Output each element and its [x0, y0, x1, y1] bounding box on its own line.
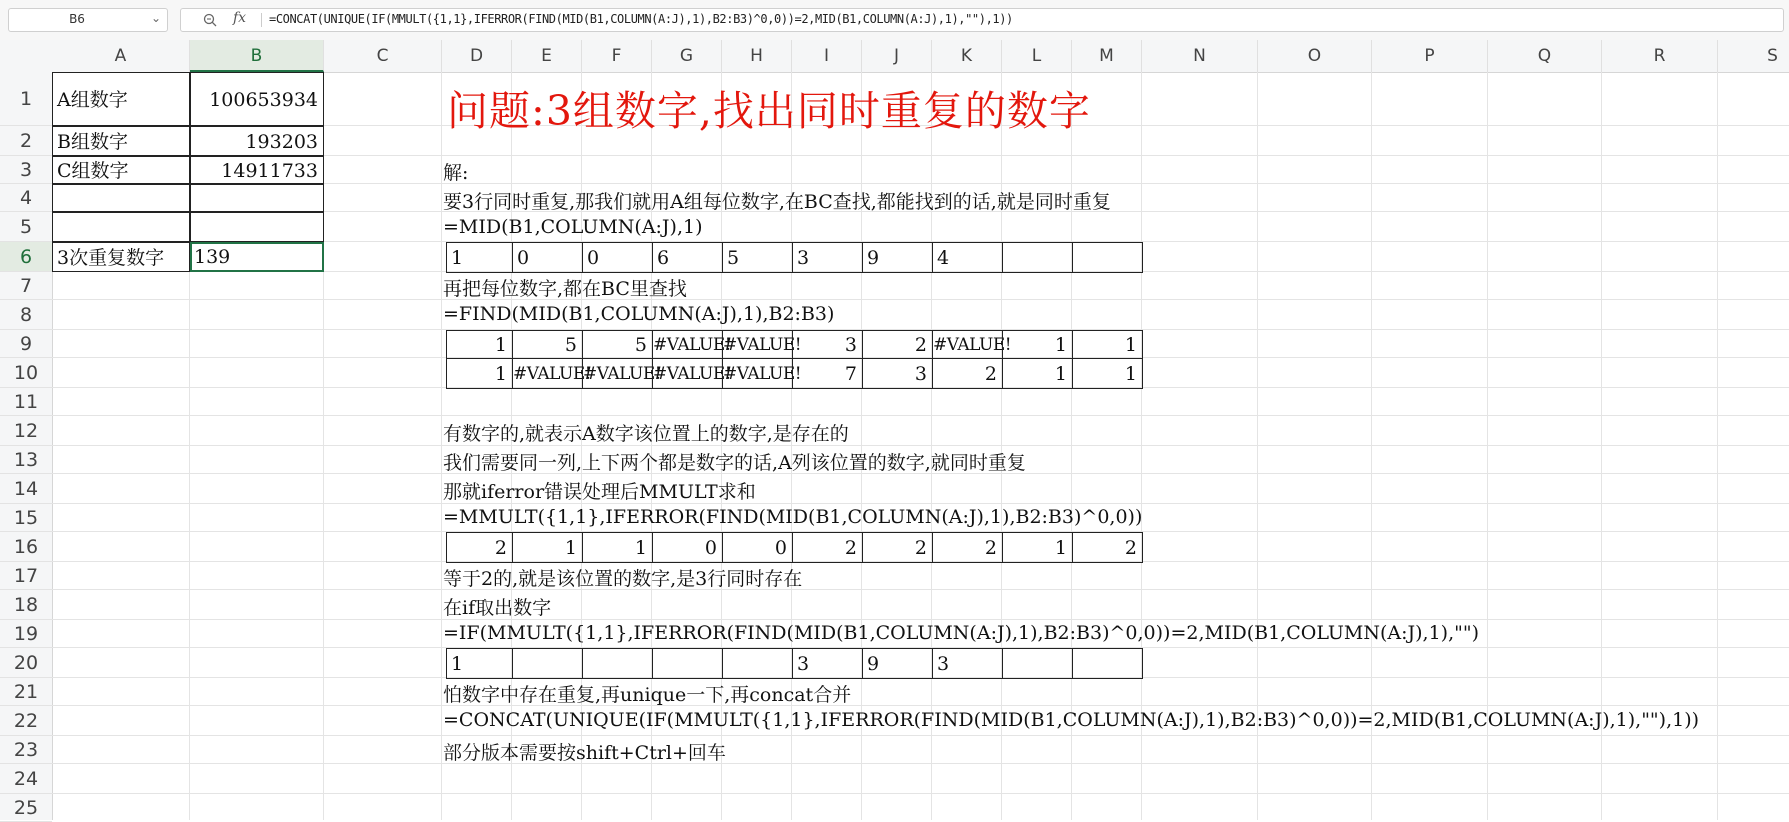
- chevron-down-icon[interactable]: ⌄: [150, 11, 161, 25]
- cell-b4[interactable]: [190, 184, 324, 212]
- find-result-b-cell[interactable]: 3: [792, 330, 863, 359]
- mid-result-cell[interactable]: [1072, 242, 1143, 273]
- row-header-16[interactable]: 16: [0, 532, 52, 562]
- note-if-formula: =IF(MMULT({1,1},IFERROR(FIND(MID(B1,COLUMN(A:J),1),B2:B3)^0,0))=2,MID(B1,COLUMN(A:J),1),""): [443, 622, 1480, 644]
- row-header-24[interactable]: 24: [0, 764, 52, 794]
- cell-a6[interactable]: 3次重复数字: [52, 242, 190, 272]
- if-result-cell[interactable]: [722, 648, 793, 679]
- cell-a3[interactable]: C组数字: [52, 156, 190, 184]
- row-header-7[interactable]: 7: [0, 272, 52, 300]
- cell-b5[interactable]: [190, 212, 324, 242]
- find-result-c-cell[interactable]: #VALUE!: [652, 358, 723, 389]
- grid-vline: [1071, 72, 1072, 820]
- column-header-g[interactable]: G: [652, 40, 722, 72]
- if-result-cell[interactable]: 3: [932, 648, 1003, 679]
- if-result-cell[interactable]: [1002, 648, 1073, 679]
- row-header-22[interactable]: 22: [0, 706, 52, 736]
- grid-vline: [1371, 72, 1372, 820]
- column-header-a[interactable]: A: [52, 40, 190, 72]
- formula-divider: [261, 13, 262, 27]
- cell-a1[interactable]: A组数字: [52, 72, 190, 126]
- find-result-b-cell[interactable]: 1: [1072, 330, 1143, 359]
- grid-hline: [52, 705, 1789, 706]
- grid-vline: [581, 72, 582, 820]
- row-header-12[interactable]: 12: [0, 416, 52, 446]
- note-step6: 等于2的,就是该位置的数字,是3行同时存在: [443, 568, 803, 590]
- if-result-cell[interactable]: 3: [792, 648, 863, 679]
- grid-hline: [52, 445, 1789, 446]
- grid-vline: [721, 72, 722, 820]
- column-header-n[interactable]: N: [1142, 40, 1258, 72]
- mmult-result-cell[interactable]: 2: [862, 532, 933, 563]
- column-header-h[interactable]: H: [722, 40, 792, 72]
- find-result-b-cell[interactable]: 1: [1002, 330, 1073, 359]
- grid-hline: [52, 619, 1789, 620]
- grid-vline: [511, 72, 512, 820]
- cell-a2[interactable]: B组数字: [52, 126, 190, 156]
- row-header-13[interactable]: 13: [0, 446, 52, 474]
- mid-result-cell[interactable]: 1: [446, 242, 513, 273]
- row-header-21[interactable]: 21: [0, 678, 52, 706]
- grid-hline: [52, 503, 1789, 504]
- grid-hline: [52, 415, 1789, 416]
- column-header-p[interactable]: P: [1372, 40, 1488, 72]
- row-header-17[interactable]: 17: [0, 562, 52, 590]
- find-result-c-cell[interactable]: 2: [932, 358, 1003, 389]
- grid-vline: [1601, 72, 1602, 820]
- column-header-e[interactable]: E: [512, 40, 582, 72]
- row-header-11[interactable]: 11: [0, 388, 52, 416]
- note-step7: 在if取出数字: [443, 597, 552, 619]
- if-result-cell[interactable]: [582, 648, 653, 679]
- mmult-result-cell[interactable]: 1: [582, 532, 653, 563]
- row-header-2[interactable]: 2: [0, 126, 52, 156]
- find-result-b-cell[interactable]: 5: [582, 330, 653, 359]
- note-step1: 要3行同时重复,那我们就用A组每位数字,在BC查找,都能找到的话,就是同时重复: [443, 191, 1111, 213]
- column-header-o[interactable]: O: [1258, 40, 1372, 72]
- note-step9: 部分版本需要按shift+Ctrl+回车: [443, 742, 726, 764]
- if-result-cell[interactable]: [652, 648, 723, 679]
- row-header-23[interactable]: 23: [0, 736, 52, 764]
- row-header-14[interactable]: 14: [0, 474, 52, 504]
- find-result-b-cell[interactable]: 5: [512, 330, 583, 359]
- cell-b3[interactable]: 14911733: [190, 156, 324, 184]
- grid-hline: [52, 793, 1789, 794]
- mmult-result-cell[interactable]: 2: [446, 532, 513, 563]
- column-header-m[interactable]: M: [1072, 40, 1142, 72]
- grid-hline: [52, 299, 1789, 300]
- formula-text[interactable]: =CONCAT(UNIQUE(IF(MMULT({1,1},IFERROR(FIND(MID(B1,COLUMN(A:J),1),B2:B3)^0,0))=2,MID(B1,COLUMN(A:J),1),""),1)): [269, 12, 1013, 26]
- mmult-result-cell[interactable]: 2: [932, 532, 1003, 563]
- note-step5: 那就iferror错误处理后MMULT求和: [443, 481, 756, 503]
- note-step3: 有数字的,就表示A数字该位置上的数字,是存在的: [443, 423, 849, 445]
- grid-vline: [791, 72, 792, 820]
- formula-input[interactable]: [180, 8, 1784, 32]
- row-header-15[interactable]: 15: [0, 504, 52, 532]
- note-step4: 我们需要同一列,上下两个都是数字的话,A列该位置的数字,就同时重复: [443, 452, 1026, 474]
- mid-result-cell[interactable]: [1002, 242, 1073, 273]
- mmult-result-cell[interactable]: 0: [722, 532, 793, 563]
- selected-cell-outline: [190, 242, 324, 272]
- note-find-formula: =FIND(MID(B1,COLUMN(A:J),1),B2:B3): [443, 303, 835, 325]
- row-header-8[interactable]: 8: [0, 300, 52, 330]
- row-header-4[interactable]: 4: [0, 184, 52, 212]
- mid-result-cell[interactable]: 0: [512, 242, 583, 273]
- column-header-f[interactable]: F: [582, 40, 652, 72]
- note-step8: 怕数字中存在重复,再unique一下,再concat合并: [443, 684, 852, 706]
- find-result-c-cell[interactable]: 1: [1072, 358, 1143, 389]
- find-result-b-cell[interactable]: #VALUE!: [722, 330, 793, 359]
- row-header-5[interactable]: 5: [0, 212, 52, 242]
- row-header-9[interactable]: 9: [0, 330, 52, 358]
- grid-vline: [1001, 72, 1002, 820]
- grid-vline: [1717, 72, 1718, 820]
- function-icon[interactable]: fx: [233, 10, 247, 26]
- find-result-c-cell[interactable]: 7: [792, 358, 863, 389]
- column-header-r[interactable]: R: [1602, 40, 1718, 72]
- if-result-cell[interactable]: 1: [446, 648, 513, 679]
- find-result-b-cell[interactable]: #VALUE!: [652, 330, 723, 359]
- mmult-result-cell[interactable]: 2: [792, 532, 863, 563]
- if-result-cell[interactable]: 9: [862, 648, 933, 679]
- column-header-q[interactable]: Q: [1488, 40, 1602, 72]
- note-mmult-formula: =MMULT({1,1},IFERROR(FIND(MID(B1,COLUMN(A:J),1),B2:B3)^0,0)): [443, 506, 1143, 528]
- find-result-c-cell[interactable]: #VALUE!: [722, 358, 793, 389]
- sheet-title: 问题:3组数字,找出同时重复的数字: [447, 87, 1091, 135]
- name-box[interactable]: [8, 8, 168, 32]
- note-mid-formula: =MID(B1,COLUMN(A:J),1): [443, 216, 703, 238]
- row-header-20[interactable]: 20: [0, 648, 52, 678]
- mmult-result-cell[interactable]: 1: [512, 532, 583, 563]
- row-header-25[interactable]: 25: [0, 794, 52, 822]
- row-header-10[interactable]: 10: [0, 358, 52, 388]
- column-header-i[interactable]: I: [792, 40, 862, 72]
- grid-vline: [1487, 72, 1488, 820]
- column-header-j[interactable]: J: [862, 40, 932, 72]
- column-header-d[interactable]: D: [442, 40, 512, 72]
- mid-result-cell[interactable]: 4: [932, 242, 1003, 273]
- column-header-b[interactable]: B: [190, 40, 324, 72]
- note-step2: 再把每位数字,都在BC里查找: [443, 278, 687, 300]
- grid-vline: [441, 72, 442, 820]
- column-header-s[interactable]: S: [1718, 40, 1789, 72]
- row-header-6[interactable]: 6: [0, 242, 52, 272]
- mmult-result-cell[interactable]: 2: [1072, 532, 1143, 563]
- grid-hline: [52, 589, 1789, 590]
- name-box-value: B6: [69, 12, 85, 26]
- column-header-bar: [0, 40, 1789, 73]
- cell-a4[interactable]: [52, 184, 190, 212]
- find-result-b-cell[interactable]: 1: [446, 330, 513, 359]
- find-result-b-cell[interactable]: 2: [862, 330, 933, 359]
- grid-vline: [1141, 72, 1142, 820]
- grid-vline: [861, 72, 862, 820]
- column-header-k[interactable]: K: [932, 40, 1002, 72]
- find-result-b-cell[interactable]: #VALUE!: [932, 330, 1003, 359]
- mmult-result-cell[interactable]: 1: [1002, 532, 1073, 563]
- mid-result-cell[interactable]: 0: [582, 242, 653, 273]
- column-header-c[interactable]: C: [324, 40, 442, 72]
- if-result-cell[interactable]: [1072, 648, 1143, 679]
- grid-vline: [931, 72, 932, 820]
- find-result-c-cell[interactable]: 3: [862, 358, 933, 389]
- grid-vline: [1257, 72, 1258, 820]
- grid-hline: [52, 735, 1789, 736]
- mid-result-cell[interactable]: 3: [792, 242, 863, 273]
- find-result-c-cell[interactable]: 1: [446, 358, 513, 389]
- row-header-3[interactable]: 3: [0, 156, 52, 184]
- cell-a5[interactable]: [52, 212, 190, 242]
- find-result-c-cell[interactable]: 1: [1002, 358, 1073, 389]
- note-solution: 解:: [443, 162, 469, 184]
- column-header-l[interactable]: L: [1002, 40, 1072, 72]
- grid-vline: [651, 72, 652, 820]
- row-header-1[interactable]: 1: [0, 72, 52, 126]
- if-result-cell[interactable]: [512, 648, 583, 679]
- mid-result-cell[interactable]: 6: [652, 242, 723, 273]
- mid-result-cell[interactable]: 9: [862, 242, 933, 273]
- cell-b1[interactable]: 100653934: [190, 72, 324, 126]
- grid-hline: [52, 763, 1789, 764]
- find-result-c-cell[interactable]: #VALUE!: [512, 358, 583, 389]
- formula-bar: [0, 0, 1789, 41]
- note-concat-formula: =CONCAT(UNIQUE(IF(MMULT({1,1},IFERROR(FIND(MID(B1,COLUMN(A:J),1),B2:B3)^0,0))=2,MID(B1,COLUMN(A:J),1),""),1)): [443, 709, 1700, 731]
- row-header-bar: [0, 72, 53, 820]
- mid-result-cell[interactable]: 5: [722, 242, 793, 273]
- cell-b2[interactable]: 193203: [190, 126, 324, 156]
- zoom-icon[interactable]: [203, 13, 217, 27]
- mmult-result-cell[interactable]: 0: [652, 532, 723, 563]
- row-header-19[interactable]: 19: [0, 620, 52, 648]
- find-result-c-cell[interactable]: #VALUE!: [582, 358, 653, 389]
- cell-b6[interactable]: 139: [194, 246, 231, 268]
- row-header-18[interactable]: 18: [0, 590, 52, 620]
